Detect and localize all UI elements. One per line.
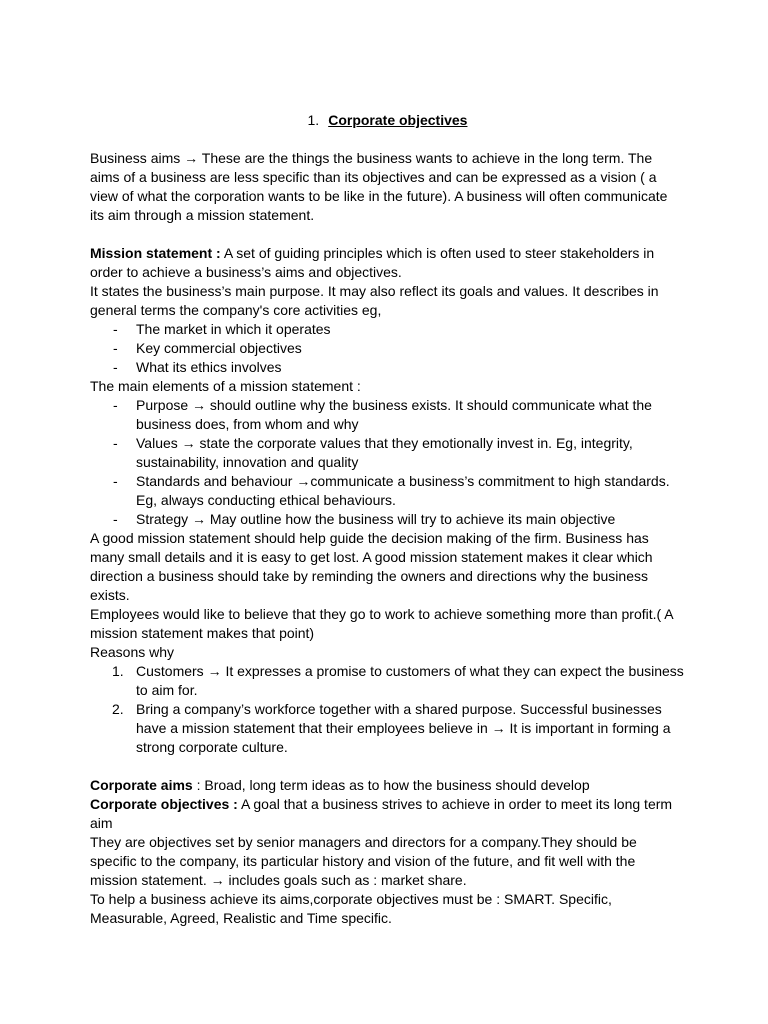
business-aims-paragraph: Business aims → These are the things the business wants to achieve in the long term. The aims of a business are less specific than its objectives and can be expressed as a vision ( a view of what the corporation wants to be like in the future). A business will often communicate its aim through a mission statement. bbox=[90, 150, 668, 223]
list-item: - Key commercial objectives bbox=[113, 340, 302, 356]
heading-number: 1. bbox=[307, 112, 320, 128]
mission-statement-def-text: A set of guiding principles which is often used to steer stakeholders in order to achieve a business’s aims and objectives. bbox=[90, 245, 655, 280]
list-item: - Strategy → May outline how the business will try to achieve its main objective bbox=[113, 511, 616, 527]
corporate-aims-definition bbox=[90, 776, 685, 795]
list-item: - What its ethics involves bbox=[113, 359, 282, 375]
core-activities-list bbox=[90, 320, 685, 377]
corporate-objectives-text: A goal that a business strives to achieve in order to meet its long term aim bbox=[90, 796, 673, 831]
mission-statement-label: Mission statement : bbox=[90, 245, 221, 261]
corporate-objectives-label: Corporate objectives : bbox=[90, 796, 238, 812]
objectives-set-by-paragraph: They are objectives set by senior managers and directors for a company.They should be specific to the company, its particular history and vision of the future, and fit well with the mission statement. → includes goals such as : market share. bbox=[90, 834, 637, 888]
section-heading bbox=[90, 111, 685, 130]
list-item: - Values → state the corporate values that they emotionally invest in. Eg, integrity, sustainability, innovation and quality bbox=[113, 435, 633, 470]
corporate-objectives-definition bbox=[90, 795, 685, 833]
heading-title: Corporate objectives bbox=[328, 112, 468, 128]
employees-paragraph: Employees would like to believe that they go to work to achieve something more than profit.( A mission statement makes that point) bbox=[90, 606, 673, 641]
good-mission-paragraph: A good mission statement should help guide the decision making of the firm. Business has many small details and it is easy to get lost. A good mission statement makes it clear which direction a business should take by reminding the owners and directions why the business exists. bbox=[90, 530, 653, 603]
list-item: - Standards and behaviour →communicate a business’s commitment to high standards. Eg, always conducting ethical behaviours. bbox=[113, 473, 670, 508]
spacer bbox=[90, 757, 685, 776]
mission-states-paragraph: It states the business’s main purpose. It may also reflect its goals and values. It describes in general terms the company's core activities eg, bbox=[90, 283, 659, 318]
mission-elements-list bbox=[90, 396, 685, 529]
spacer bbox=[90, 225, 685, 244]
list-item: 2. Bring a company’s workforce together with a shared purpose. Successful businesses have a mission statement that their employees believe in → It is important in forming a strong corporate culture. bbox=[112, 701, 671, 755]
list-item: - Purpose → should outline why the business exists. It should communicate what the business does, from whom and why bbox=[113, 397, 652, 432]
elements-intro: The main elements of a mission statement : bbox=[90, 378, 361, 394]
smart-paragraph: To help a business achieve its aims,corporate objectives must be : SMART. Specific, Measurable, Agreed, Realistic and Time specific. bbox=[90, 891, 612, 926]
corporate-aims-label: Corporate aims bbox=[90, 777, 193, 793]
reasons-list bbox=[90, 662, 685, 757]
list-item: - The market in which it operates bbox=[113, 321, 331, 337]
document-page bbox=[90, 111, 685, 928]
list-item: 1. Customers → It expresses a promise to customers of what they can expect the business to aim for. bbox=[112, 663, 684, 698]
corporate-aims-text: : Broad, long term ideas as to how the business should develop bbox=[192, 777, 590, 793]
mission-statement-definition bbox=[90, 244, 685, 282]
reasons-intro: Reasons why bbox=[90, 644, 175, 660]
